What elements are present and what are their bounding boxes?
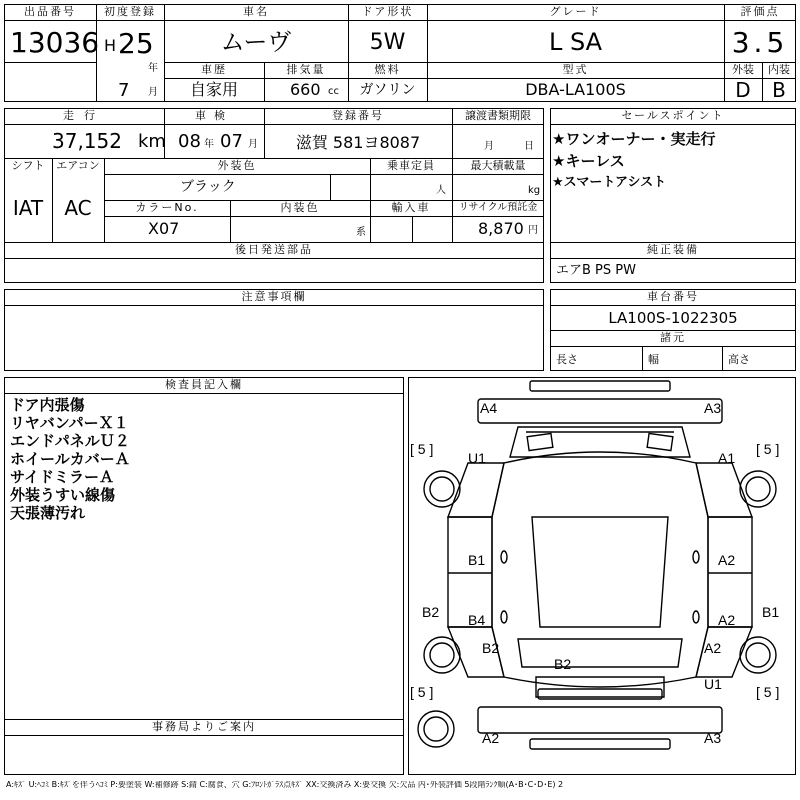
aircon: AC: [64, 196, 92, 220]
transfer-day-unit: 日: [524, 141, 534, 152]
inspection-year: 08: [178, 131, 201, 152]
inspector-line: ドア内張傷: [10, 396, 85, 414]
specs-label: 諸元: [660, 331, 686, 344]
interior-label: 内装: [768, 63, 790, 76]
equipment-label: 純正装備: [647, 243, 699, 256]
damage-mark: B2: [482, 640, 500, 656]
score: 3.5: [731, 26, 789, 59]
inspection-label: 車検: [195, 109, 233, 122]
first-reg-month: 7: [118, 80, 130, 101]
shift: IAT: [12, 196, 44, 220]
import-label: 輸入車: [391, 201, 431, 214]
door-label: ドア形状: [361, 5, 414, 18]
tire-tread-label: [ 5 ]: [410, 441, 434, 457]
tire-tread-label: [ 5 ]: [756, 684, 780, 700]
sales-point-item: ★スマートアシスト: [552, 175, 667, 190]
inspector-notes: [10, 396, 130, 522]
exterior-grade: D: [735, 78, 751, 102]
width-label: 幅: [648, 353, 659, 366]
recycle-unit: 円: [528, 225, 538, 236]
recycle-label: リサイクル預託金: [458, 202, 538, 213]
office-label: 事務局よりご案内: [152, 720, 256, 733]
damage-mark: B2: [554, 656, 572, 672]
interior-grade: B: [772, 78, 786, 102]
month-unit: 月: [148, 87, 158, 98]
equipment-value: エアB PS PW: [556, 263, 636, 278]
interior-color-unit: 系: [356, 227, 366, 238]
car-name-label: 車名: [243, 5, 269, 18]
damage-mark: B4: [468, 612, 486, 628]
later-parts-label: 後日発送部品: [235, 243, 313, 256]
lot-label: 出品番号: [24, 5, 76, 18]
displacement: 660: [290, 80, 321, 99]
interior-color-label: 内装色: [280, 201, 320, 214]
car-damage-diagram: [408, 377, 792, 775]
inspector-line: エンドパネルＵ２: [10, 432, 130, 450]
damage-mark: A2: [704, 640, 722, 656]
sales-point-item: ★ワンオーナー・実走行: [552, 130, 716, 148]
score-label: 評価点: [740, 5, 780, 18]
fuel: ガソリン: [359, 82, 416, 98]
damage-mark: A3: [704, 400, 722, 416]
damage-mark: A2: [718, 552, 736, 568]
history: 自家用: [189, 80, 238, 99]
damage-mark: U1: [704, 676, 722, 692]
damage-mark: B1: [468, 552, 486, 568]
color-no-label: カラーNo.: [135, 201, 199, 214]
car-name: ムーヴ: [220, 28, 292, 56]
tire-tread-label: [ 5 ]: [756, 441, 780, 457]
damage-mark: B1: [762, 604, 780, 620]
damage-mark: A4: [480, 400, 498, 416]
damage-mark: A3: [704, 730, 722, 746]
legend-text: A:ｷｽﾞ U:ﾍｺﾐ B:ｷｽﾞを伴うﾍｺﾐ P:要塗装 W:補修跡 S:錆 C:腐食、穴 G:ﾌﾛﾝﾄｶﾞﾗｽ点ｷｽﾞ XX:交換済み X:要交換 欠:欠品 内･外装評価 5段階ﾗﾝｸ順(A･B･C･D･E) 2: [6, 781, 564, 789]
year-unit: 年: [148, 63, 158, 74]
grade: L SA: [548, 28, 603, 56]
capacity-label: 乗車定員: [387, 159, 435, 172]
reg-number: 滋賀 581ヨ8087: [295, 133, 421, 152]
chassis-label: 車台番号: [647, 290, 699, 303]
fuel-label: 燃料: [374, 63, 401, 76]
damage-mark: A2: [482, 730, 500, 746]
damage-mark: B2: [422, 604, 440, 620]
mileage: 37,152: [52, 129, 122, 153]
first-reg-label: 初度登録: [104, 5, 156, 18]
grade-label: グレード: [549, 5, 602, 18]
load-unit: kg: [528, 185, 541, 196]
shift-label: シフト: [11, 159, 45, 172]
displacement-unit: cc: [328, 86, 339, 97]
inspector-line: ホイールカバーＡ: [10, 450, 130, 468]
inspector-line: サイドミラーＡ: [10, 468, 114, 486]
body-color: ブラック: [180, 179, 236, 195]
length-label: 長さ: [556, 353, 578, 366]
tire-tread-label: [ 5 ]: [410, 684, 434, 700]
first-reg-year: 25: [118, 27, 154, 60]
inspector-line: 外装うすい線傷: [10, 486, 116, 504]
inspection-year-unit: 年: [204, 139, 214, 150]
inspection-month: 07: [220, 131, 243, 152]
reg-label: 登録番号: [332, 109, 384, 122]
damage-mark: A2: [718, 612, 736, 628]
model-code: DBA-LA100S: [525, 80, 626, 99]
inspector-line: 天張薄汚れ: [10, 504, 86, 522]
height-label: 高さ: [728, 353, 750, 366]
load-label: 最大積載量: [470, 159, 526, 172]
exterior-label: 外装: [732, 63, 754, 76]
inspection-month-unit: 月: [248, 139, 258, 150]
transfer-month-unit: 月: [484, 141, 494, 152]
sales-point-item: ★キーレス: [552, 152, 625, 170]
notes-label: 注意事項欄: [241, 290, 307, 303]
damage-mark: A1: [718, 450, 736, 466]
recycle-amount: 8,870: [478, 219, 524, 238]
lot-number: 13036: [10, 26, 100, 59]
door-type: 5W: [369, 30, 406, 55]
model-label: 型式: [562, 63, 589, 76]
color-no: X07: [148, 219, 180, 238]
displacement-label: 排気量: [286, 63, 326, 76]
chassis-number: LA100S-1022305: [608, 309, 738, 327]
mileage-unit: km: [138, 131, 166, 152]
capacity-unit: 人: [436, 185, 446, 196]
mileage-label: 走行: [63, 109, 105, 122]
aircon-label: エアコン: [56, 159, 100, 172]
sales-points-label: セールスポイント: [621, 109, 725, 122]
inspector-line: リヤバンパーＸ１: [10, 414, 129, 432]
transfer-label: 譲渡書類期限: [465, 109, 531, 122]
damage-mark: U1: [468, 450, 486, 466]
color-label: 外装色: [217, 159, 257, 172]
era: H: [104, 36, 117, 55]
inspector-label: 検査員記入欄: [165, 378, 243, 391]
history-label: 車歴: [201, 63, 227, 76]
